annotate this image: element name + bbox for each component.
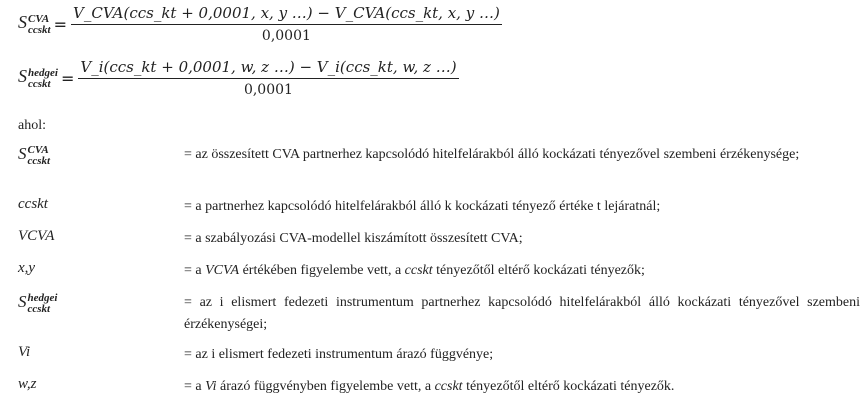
text-suffix: tényezőtől eltérő kockázati tényezők; — [436, 263, 645, 278]
text-variable: ccskt — [434, 379, 463, 394]
lhs-sup: hedgei — [28, 66, 58, 79]
text-prefix: = a — [184, 263, 202, 278]
definition-term — [18, 292, 57, 315]
definition-text: = a partnerhez kapcsolódó hitelfelárakból álló k kockázati tényező értéke t lejáratnál; — [184, 199, 661, 214]
formula-lhs — [18, 66, 58, 89]
text-prefix: = a — [184, 379, 202, 394]
definition-text — [184, 376, 860, 398]
denominator: 0,0001 — [261, 28, 311, 44]
text-variable: ccskt — [404, 263, 433, 278]
term-base: S — [18, 292, 27, 311]
term-sub: ccskt — [27, 154, 51, 167]
lhs-sup: CVA — [28, 12, 50, 25]
definition-term: ccskt — [18, 196, 48, 212]
definition-text: = az összesített CVA partnerhez kapcsolódó hitelfelárakból álló kockázati tényezővel szembeni érzékenysége; — [184, 147, 800, 162]
definition-text: = az i elismert fedezeti instrumentum árazó függvénye; — [184, 347, 494, 362]
formula-cva-sensitivity — [18, 4, 502, 44]
text-middle: árazó függvényben figyelembe vett, a — [220, 379, 432, 394]
formula-lhs — [18, 12, 51, 35]
text-variable: Vi — [205, 379, 217, 394]
fraction — [71, 4, 502, 44]
numerator: V_i(ccs_kt + 0,0001, w, z …) − V_i(ccs_kt, w, z …) — [78, 58, 458, 79]
definition-term — [18, 144, 50, 167]
term-base: S — [18, 144, 27, 163]
equals-sign: = — [60, 68, 75, 88]
lhs-base: S — [18, 66, 27, 87]
definition-text — [184, 260, 860, 282]
definition-text: = a szabályozási CVA-modellel kiszámított összesített CVA; — [184, 231, 523, 246]
definition-text: = az i elismert fedezeti instrumentum partnerhez kapcsolódó hitelfelárakból álló kockázati tényezővel szembeni érzékenységei; — [184, 295, 860, 332]
term-sup: CVA — [27, 143, 49, 156]
term-sub: ccskt — [27, 302, 51, 315]
text-middle: értékében figyelembe vett, a — [242, 263, 402, 278]
ahol-label: ahol: — [18, 118, 46, 133]
definition-term: Vi — [18, 344, 31, 360]
fraction — [78, 58, 458, 98]
formula-hedge-sensitivity — [18, 58, 459, 98]
text-suffix: tényezőtől eltérő kockázati tényezők. — [466, 379, 675, 394]
term-sup: hedgei — [27, 291, 58, 304]
denominator: 0,0001 — [243, 82, 293, 98]
lhs-sub: ccskt — [28, 77, 51, 90]
lhs-sub: ccskt — [28, 23, 51, 36]
definition-term: w,z — [18, 376, 37, 392]
numerator: V_CVA(ccs_kt + 0,0001, x, y …) − V_CVA(ccs_kt, x, y …) — [71, 4, 502, 25]
text-variable: VCVA — [205, 263, 240, 278]
lhs-base: S — [18, 12, 27, 33]
definition-term: VCVA — [18, 228, 55, 244]
equals-sign: = — [53, 14, 68, 34]
definition-term: x,y — [18, 260, 36, 276]
